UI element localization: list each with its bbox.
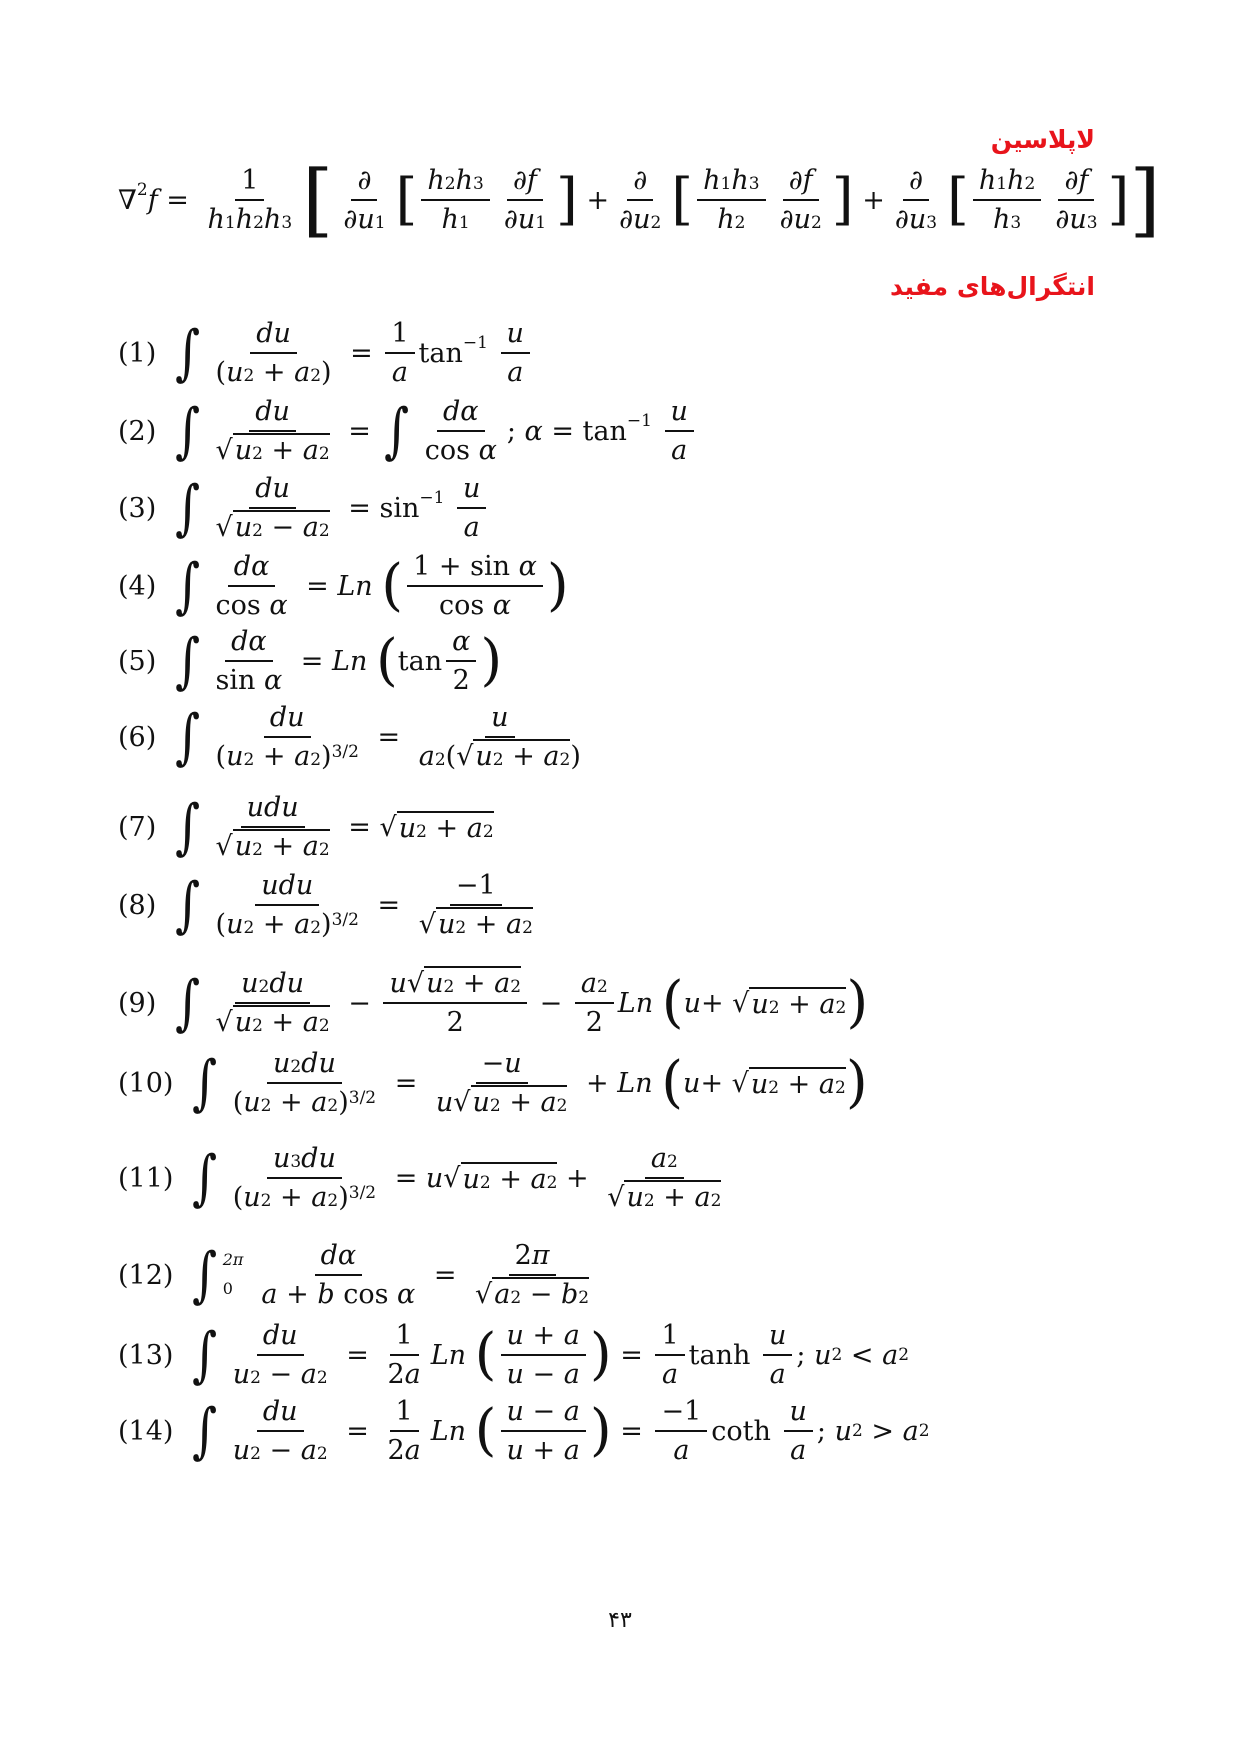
laplacian-formula: ∇ 2 f = $\frac{1}{h1h2h3}$ [ $\frac{\partial}{\partial u1}$ [ $\frac{h2h3}{h1}$ $\frac{\partial f}{\partial u1}$ ] + $\frac{\partial}{\partial u2}$ [ $\frac{h1h3}{h2}$ $\frac{\partial f}{\partial u2}$ ] + $\frac{\partial}{\partial u3}$ [ $\frac{h1h2}{h3}$ $\frac{\partial f}{\partial u3}$ ] ] — [118, 153, 1161, 246]
integral-5: (5) ∫ $\frac{d\alpha}{\text{sin α}}$ = Ln ( tan $\frac{\alpha}{2}$ ) — [118, 626, 503, 697]
integral-4: (4) ∫ $\frac{d\alpha}{\text{cos α}}$ = Ln ( $\frac{\text{1 + sin α}}{\text{cos α}}$ ) — [118, 551, 569, 622]
heading-laplacian: لاپلاسین — [990, 125, 1095, 154]
integral-11: (11) ∫ $\frac{u3du}{(u2 + a2)^{3/2}}$ = u √ u2 + a2 + $\frac{a2}{√u2 + a2}$ — [118, 1143, 722, 1214]
page-number: ۴۳ — [608, 1608, 632, 1633]
integral-12: (12) ∫ 2π 0 $\frac{d\alpha}{\text{a + b cos α}}$ = $\frac{2\pi}{√a2 - b2}$ — [118, 1240, 590, 1311]
integral-10: (10) ∫ $\frac{u2du}{(u2 + a2)^{3/2}}$ = $\frac{-u}{u√u2 + a2}$ + Ln ( u + √ u2 + a2 ) — [118, 1048, 868, 1119]
integral-9: (9) ∫ $\frac{u2du}{√u2 + a2}$ − $\frac{u√u2 + a2}{2}$ − $\frac{a2}{2}$ Ln ( u + √ u2 + a2 ) — [118, 968, 869, 1039]
integral-1: (1) ∫ $\frac{du}{(u2 + a2)}$ = $\frac{1}{a}$ tan −1 $\frac{u}{a}$ — [118, 318, 534, 388]
integral-3: (3) ∫ $\frac{du}{√u2 - a2}$ = sin −1 $\frac{u}{a}$ — [118, 473, 490, 543]
integral-2: (2) ∫ $\frac{du}{√u2 + a2}$ = ∫ $\frac{d\alpha}{\text{cos α}}$ ; α = tan −1 $\frac{u}{a}$ — [118, 396, 698, 466]
heading-useful-integrals: انتگرال‌های مفید — [890, 272, 1095, 301]
integral-14: (14) ∫ $\frac{du}{u2 - a2}$ = $\frac{1}{2a}$ Ln ( $\frac{u - a}{u + a}$ ) = $\frac{-1}{a}$ coth $\frac{u}{a}$ ; u 2 > a 2 — [118, 1396, 930, 1467]
integral-6: (6) ∫ $\frac{du}{(u2 + a2)^{3/2}}$ = $\frac{u}{a2(√u2 + a2)}$ — [118, 702, 581, 773]
integral-7: (7) ∫ $\frac{\text{udu}}{√u2 + a2}$ = √ u2 + a2 — [118, 792, 494, 863]
integral-8: (8) ∫ $\frac{\text{udu}}{(u2 + a2)^{3/2}}$ = $\frac{-1}{√u2 + a2}$ — [118, 870, 533, 941]
integral-13: (13) ∫ $\frac{du}{u2 - a2}$ = $\frac{1}{2a}$ Ln ( $\frac{u + a}{u - a}$ ) = $\frac{1}{a}$ tanh $\frac{u}{a}$ ; u 2 < a 2 — [118, 1320, 910, 1391]
